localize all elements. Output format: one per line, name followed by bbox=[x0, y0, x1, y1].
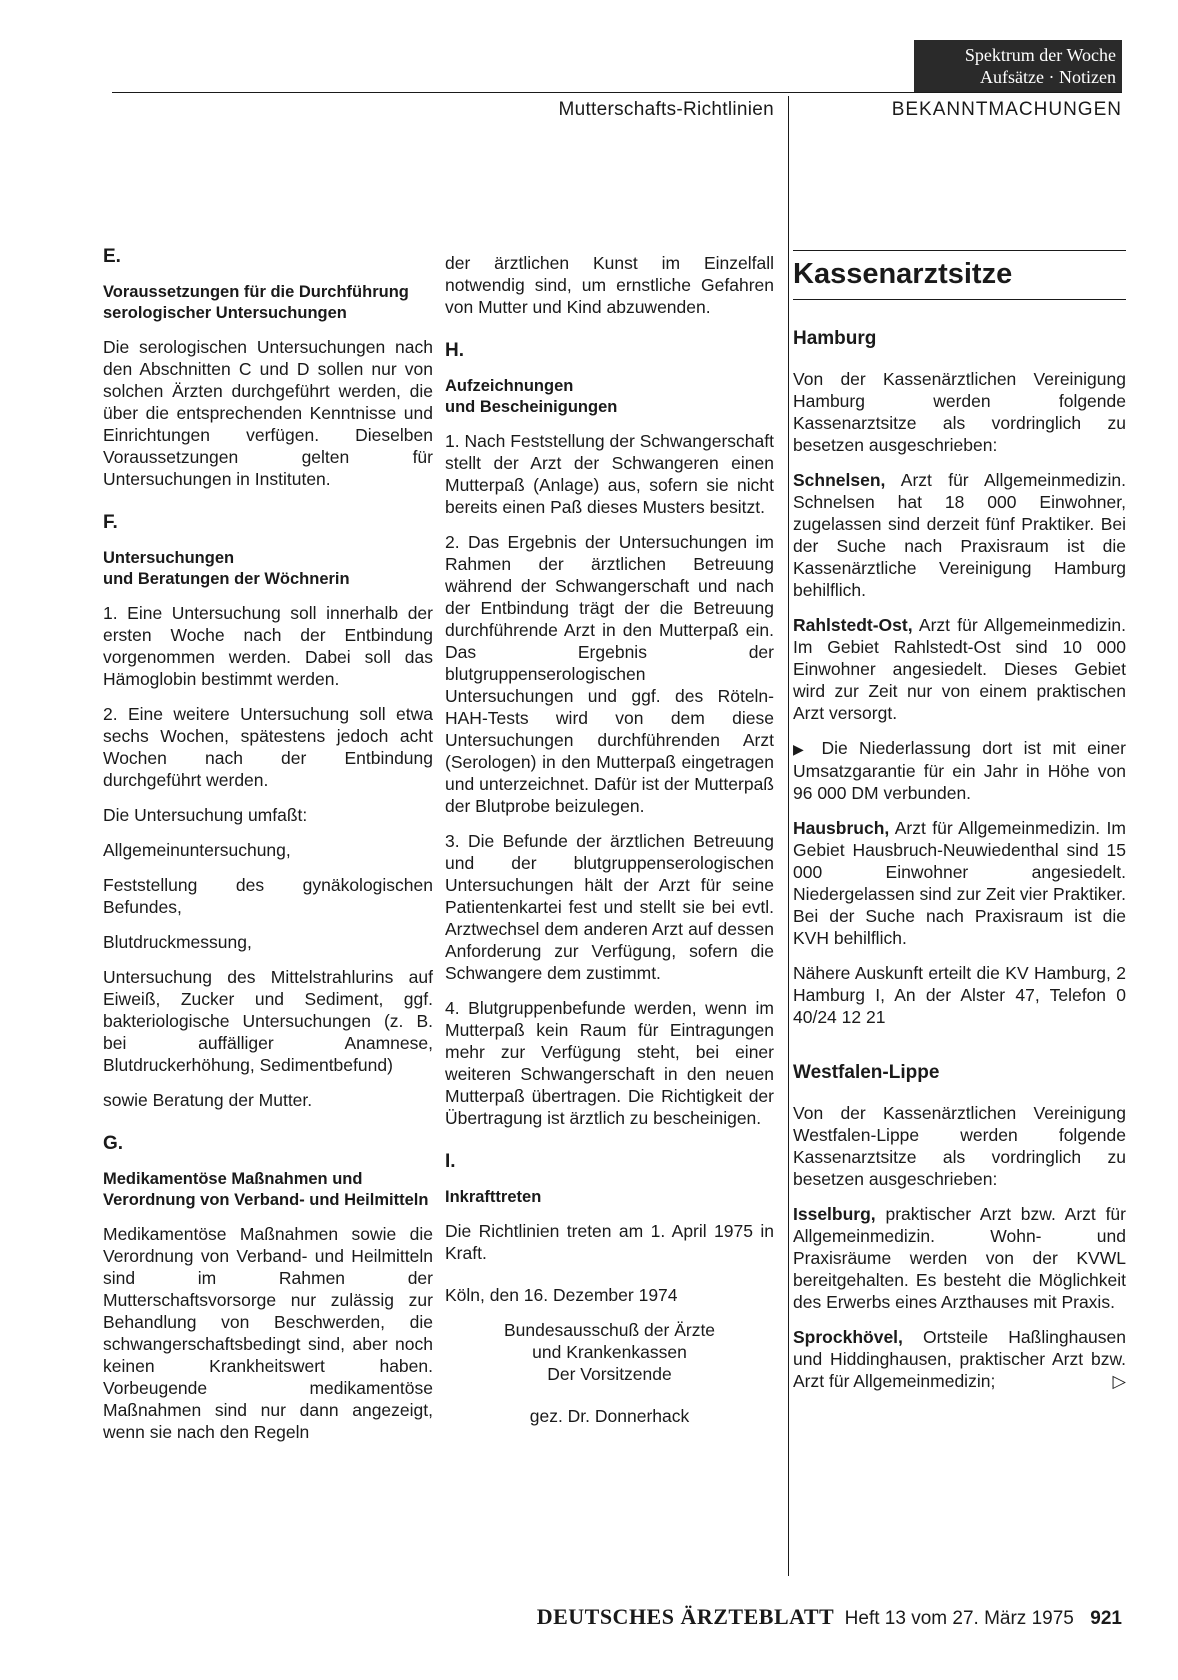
listing-sprockhoevel bbox=[793, 1326, 1126, 1392]
section-f-subheading bbox=[103, 548, 433, 590]
title-box bbox=[793, 250, 1126, 300]
subheading-line: und Bescheinigungen bbox=[445, 398, 618, 416]
region-heading-westfalen: Westfalen-Lippe bbox=[793, 1062, 940, 1083]
paragraph: 1. Nach Feststellung der Schwangerschaft stellt der Arzt der Schwangeren einen Mutterpaß (Anlage) aus, sofern sie nicht bereits einen Paß dieses Musters besitzt. bbox=[445, 431, 774, 517]
paragraph: Nähere Auskunft erteilt die KV Hamburg, 2 Hamburg I, An der Alster 47, Telefon 0 40/24 12 21 bbox=[793, 963, 1126, 1027]
section-h-heading: H. bbox=[445, 340, 464, 361]
paragraph: Von der Kassenärztlichen Vereinigung Hamburg werden folgende Kassenarztsitze als vordringlich zu besetzen ausgeschrieben: bbox=[793, 369, 1126, 455]
listing-name: Schnelsen, bbox=[793, 470, 886, 490]
header-rule bbox=[112, 92, 1122, 93]
issue-info: Heft 13 vom 27. März 1975 bbox=[844, 1608, 1074, 1629]
badge-line-1: Spektrum der Woche bbox=[964, 45, 1116, 65]
subheading-line: und Beratungen der Wöchnerin bbox=[103, 570, 350, 588]
continue-arrow-icon: ▷ bbox=[1112, 1371, 1126, 1391]
listing-name: Isselburg, bbox=[793, 1204, 876, 1224]
listing-text: Arzt für Allgemeinmedizin. Im Gebiet Rahlstedt-Ost sind 10 000 Einwohner angesiedelt. Dieses Gebiet wird zur Zeit nur von einem praktischen Arzt versorgt. bbox=[793, 615, 1126, 723]
paragraph: Allgemeinuntersuchung, bbox=[103, 840, 291, 860]
section-e-heading: E. bbox=[103, 246, 121, 267]
column-divider bbox=[788, 96, 789, 1576]
place-date: Köln, den 16. Dezember 1974 bbox=[445, 1285, 678, 1305]
listing-hausbruch bbox=[793, 817, 1126, 949]
listing-text: Arzt für Allgemeinmedizin. Schnelsen hat 18 000 Einwohner, zugelassen sind derzeit fünf Praktiker. Bei der Suche nach Praxisraum ist die Kassenärztliche Vereinigung Hamburg behilflich. bbox=[793, 470, 1126, 600]
paragraph: Von der Kassenärztlichen Vereinigung Westfalen-Lippe werden folgende Kassenarztsitze als vordringlich zu besetzen ausgeschrieben: bbox=[793, 1103, 1126, 1189]
paragraph: 4. Blutgruppenbefunde werden, wenn im Mutterpaß kein Raum für Eintragungen mehr zur Verfügung steht, bei einer weiteren Schwangerschaft in den neuen Mutterpaß übertragen. Die Richtigkeit der Übertragung ist ärztlich zu bescheinigen. bbox=[445, 998, 774, 1128]
listing-text: Arzt für Allgemeinmedizin. Im Gebiet Hausbruch-Neuwiedenthal sind 15 000 Einwohner angesiedelt. Niedergelassen sind zur Zeit vier Praktiker. Bei der Suche nach Praxisraum ist die KVH behilflich. bbox=[793, 818, 1126, 948]
journal-name: DEUTSCHES ÄRZTEBLATT bbox=[536, 1604, 835, 1629]
section-f-heading: F. bbox=[103, 512, 118, 533]
listing-name: Rahlstedt-Ost, bbox=[793, 615, 913, 635]
paragraph: Die serologischen Untersuchungen nach den Abschnitten C und D sollen nur von solchen Ärzten durchgeführt werden, die über die entsprechenden Kenntnisse und Einrichtungen verfügen. Dieselben Voraussetzungen gelten für Untersuchungen in Instituten. bbox=[103, 337, 433, 489]
signatory-role: Der Vorsitzende bbox=[547, 1364, 672, 1384]
paragraph: 3. Die Befunde der ärztlichen Betreuung und der blutgruppenserologischen Untersuchungen hält der Arzt für seine Patientenkartei fest und stellt sie bei evtl. Arztwechsel dem anderen Arzt auf dessen Anforderung zur Verfügung, sofern die Schwangere dem zustimmt. bbox=[445, 831, 774, 983]
badge-line-2: Aufsätze · Notizen bbox=[980, 67, 1116, 87]
paragraph: 2. Eine weitere Untersuchung soll etwa sechs Wochen, spätestens jedoch acht Wochen nach der Entbindung durchgeführt werden. bbox=[103, 704, 433, 790]
listing-isselburg bbox=[793, 1203, 1126, 1313]
column-2 bbox=[445, 252, 774, 1427]
section-i-subheading: Inkrafttreten bbox=[445, 1188, 542, 1206]
paragraph: Blutdruckmessung, bbox=[103, 932, 252, 952]
listing-text: Ortsteile Haßlinghausen und Hiddinghausen, praktischer Arzt bzw. Arzt für Allgemeinmedizin; bbox=[793, 1327, 1126, 1391]
section-h-subheading bbox=[445, 376, 774, 418]
paragraph: Untersuchung des Mittelstrahlurins auf Eiweiß, Zucker und Sediment, ggf. bakteriologische Untersuchungen (z. B. bei auffälliger Anamnese, Blutdruckerhöhung, Sedimentbefund) bbox=[103, 967, 433, 1075]
paragraph: Die Untersuchung umfaßt: bbox=[103, 805, 308, 825]
signatory-name: gez. Dr. Donnerhack bbox=[529, 1406, 690, 1426]
column-3 bbox=[793, 250, 1126, 1405]
signatory-org-2: und Krankenkassen bbox=[532, 1342, 687, 1362]
listing-rahlstedt bbox=[793, 614, 1126, 724]
section-g-subheading: Medikamentöse Maßnahmen und Verordnung von Verband- und Heilmitteln bbox=[103, 1170, 429, 1209]
region-heading-hamburg: Hamburg bbox=[793, 328, 877, 349]
section-i-heading: I. bbox=[445, 1151, 456, 1172]
note-niederlassung bbox=[793, 737, 1126, 804]
paragraph: Feststellung des gynäkologischen Befundes, bbox=[103, 875, 433, 917]
signatory-org-1: Bundesausschuß der Ärzte bbox=[503, 1320, 716, 1340]
section-title: Kassenarztsitze bbox=[793, 258, 1013, 290]
running-header-right: BEKANNTMACHUNGEN bbox=[891, 99, 1122, 120]
section-e-subheading: Voraussetzungen für die Durchführung serologischer Untersuchungen bbox=[103, 283, 409, 322]
page-footer bbox=[537, 1604, 1122, 1630]
note-text: Die Niederlassung dort ist mit einer Umsatzgarantie für ein Jahr in Höhe von 96 000 DM verbunden. bbox=[793, 738, 1126, 803]
listing-schnelsen bbox=[793, 469, 1126, 601]
subheading-line: Aufzeichnungen bbox=[445, 377, 574, 395]
subheading-line: Untersuchungen bbox=[103, 549, 235, 567]
paragraph: 1. Eine Untersuchung soll innerhalb der ersten Woche nach der Entbindung vorgenommen werden. Dabei soll das Hämoglobin bestimmt werden. bbox=[103, 603, 433, 689]
paragraph: 2. Das Ergebnis der Untersuchungen im Rahmen der ärztlichen Betreuung während der Schwangerschaft und nach der Entbindung trägt der die Betreuung durchführende Arzt in den Mutterpaß ein. Das Ergebnis der blutgruppenserologischen Untersuchungen und ggf. des Röteln-HAH-Tests wird von dem diese Untersuchungen durchführenden Arzt (Serologen) in den Mutterpaß eingetragen und unterzeichnet. Dafür ist der Mutterpaß der Blutprobe beizulegen. bbox=[445, 532, 774, 816]
page-number: 921 bbox=[1090, 1608, 1122, 1629]
section-g-heading: G. bbox=[103, 1133, 124, 1154]
paragraph: sowie Beratung der Mutter. bbox=[103, 1090, 313, 1110]
column-1 bbox=[103, 246, 433, 1456]
section-badge bbox=[914, 40, 1122, 92]
arrow-right-icon: ▶ bbox=[793, 741, 811, 757]
listing-name: Hausbruch, bbox=[793, 818, 890, 838]
paragraph: der ärztlichen Kunst im Einzelfall notwendig sind, um ernstliche Gefahren von Mutter und Kind abzuwenden. bbox=[445, 253, 774, 317]
listing-text: praktischer Arzt bzw. Arzt für Allgemeinmedizin. Wohn- und Praxisräume werden von der KVWL bereitgehalten. Es besteht die Möglichkeit des Erwerbs eines Arzthauses mit Praxis. bbox=[793, 1204, 1126, 1312]
running-header-left: Mutterschafts-Richtlinien bbox=[558, 99, 774, 120]
listing-name: Sprockhövel, bbox=[793, 1327, 903, 1347]
paragraph: Die Richtlinien treten am 1. April 1975 in Kraft. bbox=[445, 1221, 774, 1263]
paragraph: Medikamentöse Maßnahmen sowie die Verordnung von Verband- und Heilmitteln sind im Rahmen der Mutterschaftsvorsorge nur zulässig zur Behandlung von Beschwerden, die schwangerschaftsbedingt sind, aber noch keinen Krankheitswert haben. Vorbeugende medikamentöse Maßnahmen sind nur dann angezeigt, wenn sie nach den Regeln bbox=[103, 1224, 433, 1442]
